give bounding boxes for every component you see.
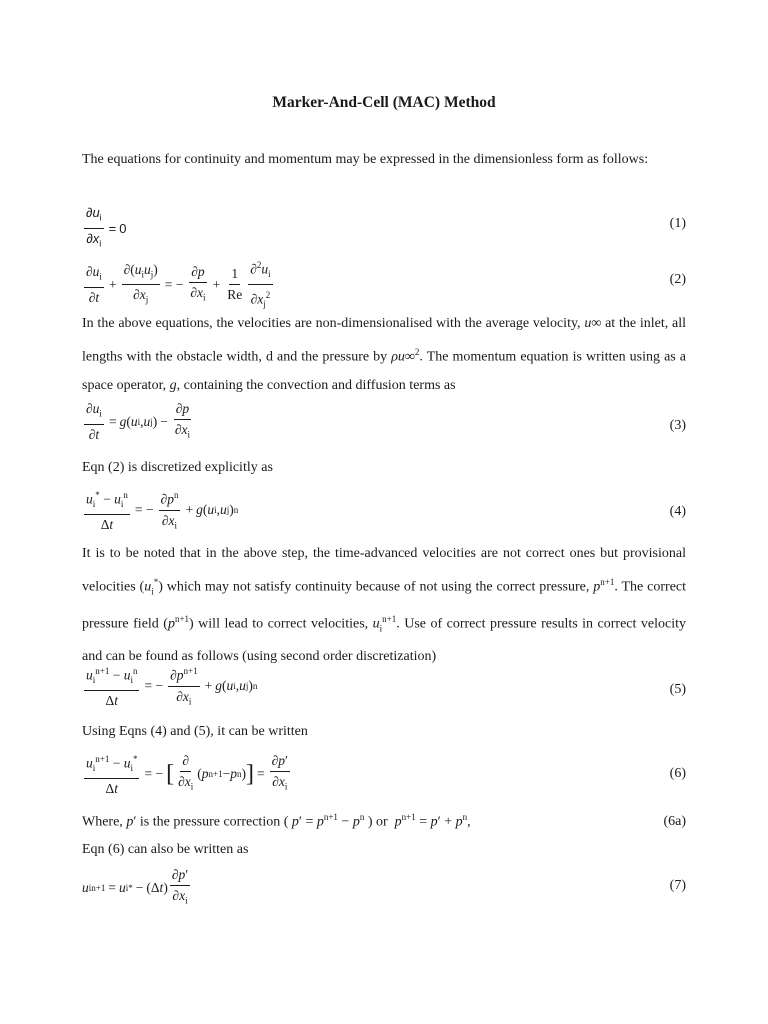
paragraph-also-written: Eqn (6) can also be written as <box>82 842 249 857</box>
equation-number-7: (7) <box>669 878 686 893</box>
paragraph-discretized: Eqn (2) is discretized explicitly as <box>82 460 273 475</box>
equation-5: $\frac{u_i^{n+1} - u_i^n}{\Delta t}$ = − $\frac{\partial p^{n+1}}{\partial x_i}$ + g ( u i , u j ) n <box>82 662 257 710</box>
paragraph-provisional: It is to be noted that in the above step, the time-advanced velocities are not correct ones but provisional velocities $(u_i^*)$ which may not satisfy continuity because of not using the correct pressure, $p^{n+1}$. The correct pressure field $(p^{n+1})$ will lead to correct velocities, $u_i^{n+1}$. Use of correct pressure results in correct velocity and can be found as follows (using second order discretization) <box>82 546 687 664</box>
equation-1: $\frac{\partial u_i}{\partial x_i}$ = 0 <box>86 205 127 249</box>
page-title: Marker-And-Cell (MAC) Method <box>272 94 496 111</box>
equation-7: u i n+1 = u i * − (Δ t ) $\frac{\partial p'}{\partial x_i}$ <box>82 867 189 906</box>
paragraph-pressure-correction: Where, p′ is the pressure correction ( $p' = p^{n+1} - p^n$ ) or $p^{n+1} = p' + p^n$, <box>82 812 471 830</box>
equation-number-1: (1) <box>669 216 686 231</box>
equation-number-6: (6) <box>669 766 686 781</box>
equation-number-6a: (6a) <box>663 814 686 829</box>
equation-3: $\frac{\partial u_i}{\partial t}$ = g ( u i , u j ) − $\frac{\partial p}{\partial x_i}$ <box>86 401 191 442</box>
equation-number-5: (5) <box>669 682 686 697</box>
equation-number-3: (3) <box>669 418 686 433</box>
equation-4: $\frac{u_i^* - u_i^n}{\Delta t}$ = − $\frac{\partial p^n}{\partial x_i}$ + g ( u i , u j ) n <box>82 486 238 534</box>
equation-number-4: (4) <box>669 504 686 519</box>
paragraph-using-eqns: Using Eqns (4) and (5), it can be written <box>82 724 308 739</box>
equation-number-2: (2) <box>669 272 686 287</box>
equation-2: $\frac{\partial u_i}{\partial t}$ + $\frac{\partial(u_iu_j)}{\partial x_j}$ = − $\frac{\partial p}{\partial x_i}$ + $\frac{1}{Re}$ $\frac{\partial^2u_i}{\partial x_j^2}$ <box>82 256 275 313</box>
paragraph-intro: The equations for continuity and momentum may be expressed in the dimensionless form as follows: <box>82 152 649 167</box>
paragraph-nondimensional: In the above equations, the velocities are non-dimensionalised with the average velocity, u∞ at the inlet, all lengths with the obstacle width, d and the pressure by ρu∞$^2$. The momentum equation is written using as a space operator, g, containing the convection and diffusion terms as <box>82 316 686 393</box>
equation-6: $\frac{u_i^{n+1} - u_i^*}{\Delta t}$ = − [ $\frac{\partial}{\partial x_i}$ ( p n+1 − p n ) ] = $\frac{\partial p'}{\partial x_i}$ <box>82 750 292 798</box>
